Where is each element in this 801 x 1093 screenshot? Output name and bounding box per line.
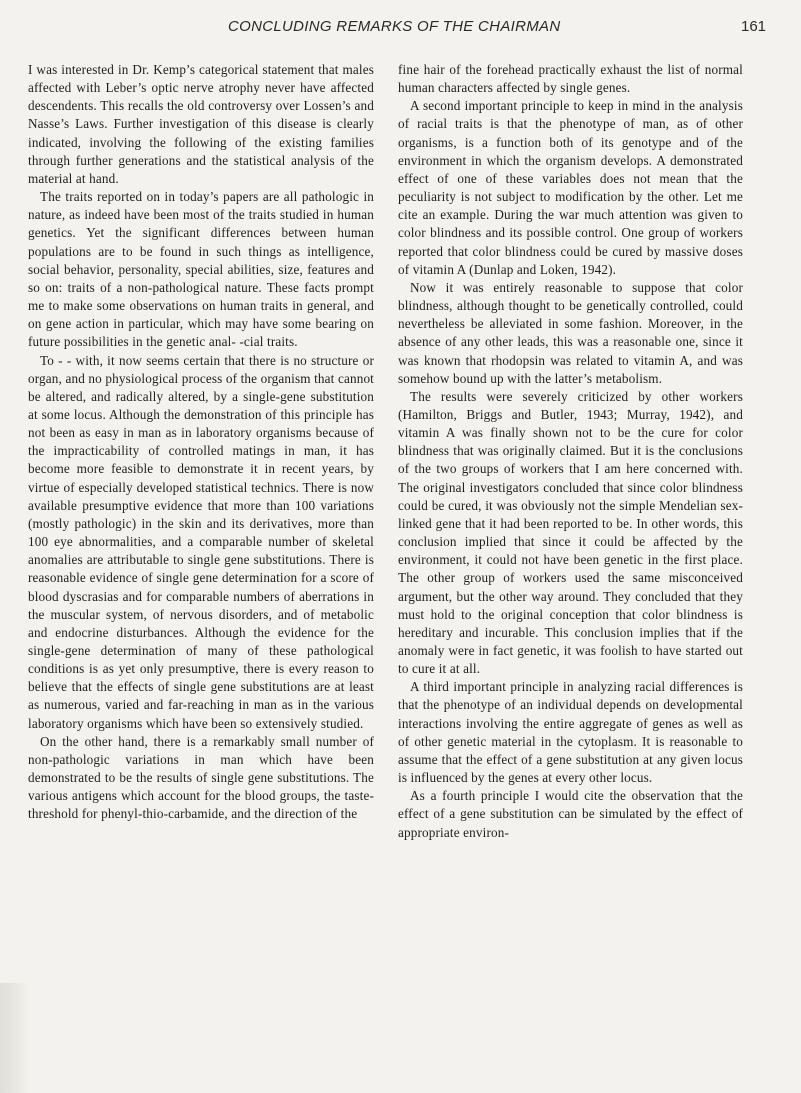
paragraph-continuation: fine hair of the forehead practically exhaust the list of normal human characters affected by single genes. [398,62,743,96]
page-header [0,18,801,42]
paragraph: The results were severely criticized by other workers (Hamilton, Briggs and Butler, 1943; Murray, 1942), and vitamin A was finally shown not to be the cure for color blindness that was originally claimed. But it is the conclusions of the two groups of workers that I am here concerned with. The original investigators concluded that since color blindness could be cured, it was obviously not the simple Mendelian sex-linked gene that it had been reported to be. In other words, this conclusion implied that since it could be affected by the environment, it could not have been genetic in the first place. The other group of workers used the same misconceived argument, but the other way around. They concluded that they must hold to the original conception that color blindness is hereditary and incurable. This conclusion implies that if the anomaly were in fact genetic, it was foolish to have started out to cure it at all. [398,388,743,677]
paragraph: I was interested in Dr. Kemp’s categorical statement that males affected with Leber’s optic nerve atrophy never have affected descendents. This recalls the old controversy over Lossen’s and Nasse’s Laws. Further investigation of this disease is clearly indicated, involving the following of the existing families through further generations and the statistical analysis of the material at hand. [28,62,374,186]
paragraph: A second important principle to keep in mind in the analysis of racial traits is that the phenotype of man, as of other organisms, is a function both of its genotype and of the environment in which the organism develops. A demonstrated effect of one of these variables does not mean that the peculiarity is not subject to modification by the other. Let me cite an example. During the war much attention was given to color blindness and its possible control. One group of workers reported that color blindness could be cured by massive doses of vitamin A (Dunlap and Loken, 1942). [398,98,743,277]
paragraph: A third important principle in analyzing racial differences is that the phenotype of an individual depends on developmental interactions involving the entire aggregate of genes as well as of other genetic material in the cytoplasm. It is reasonable to assume that the effect of a gene substitution at any given locus is influenced by the genes at every other locus. [398,679,743,786]
left-column [28,61,374,824]
paragraph: The traits reported on in today’s papers are all pathologic in nature, as indeed have been most of the traits studied in human genetics. Yet the significant differences between human populations are to be found in such things as intelligence, social behavior, personality, special abilities, size, features and so on: traits of a non-pathological nature. These facts prompt me to make some observations on human traits in general, and on gene action in particular, which may have some bearing on future possibilities in the genetic anal‑ ‑cial traits. [28,189,374,350]
paragraph: As a fourth principle I would cite the observation that the effect of a gene substitution can be simulated by the effect of appropriate environ- [398,788,743,840]
paragraph: Now it was entirely reasonable to suppose that color blindness, although thought to be genetically controlled, could nevertheless be alleviated in some fashion. Moreover, in the absence of any other leads, this was a reasonable one, since it was known that rhodopsin was related to vitamin A, and was somehow bound up with the latter’s metabolism. [398,279,743,386]
right-column [398,61,743,842]
paragraph: To ‑ ‑ with, it now seems certain that there is no structure or organ, and no physiological process of the organism that cannot be altered, and radically altered, by a single-gene substitution at some locus. Although the demonstration of this principle has not been as easy in man as in laboratory organisms because of the impracticability of controlled matings in man, it has become more feasible to demonstrate it in recent years, by virtue of especially developed statistical technics. There is now available presumptive evidence that more than 100 variations (mostly pathologic) in the skin and its derivatives, more than 100 eye abnormalities, and a comparable number of skeletal anomalies are attributable to single gene substitutions. There is reasonable evidence of single gene determination for a score of blood dyscrasias and for comparable numbers of aberrations in the muscular system, of nervous disorders, and of metabolic and endocrine disturbances. Although the evidence for the single-gene determination of many of these pathological conditions is as yet only presumptive, there is every reason to believe that the effects of single gene substitutions are at least as numerous, varied and far-reaching in man as in the various laboratory organisms which have been so extensively studied. [28,352,374,731]
paragraph: On the other hand, there is a remarkably small number of non-pathologic variations in man which have been demonstrated to be the results of single gene substitutions. The various antigens which account for the blood groups, the taste-threshold for phenyl-thio-carbamide, and the direction of the [28,733,374,822]
page-stain [0,983,30,1093]
running-head: CONCLUDING REMARKS OF THE CHAIRMAN [228,18,561,35]
page-number: 161 [741,18,767,35]
